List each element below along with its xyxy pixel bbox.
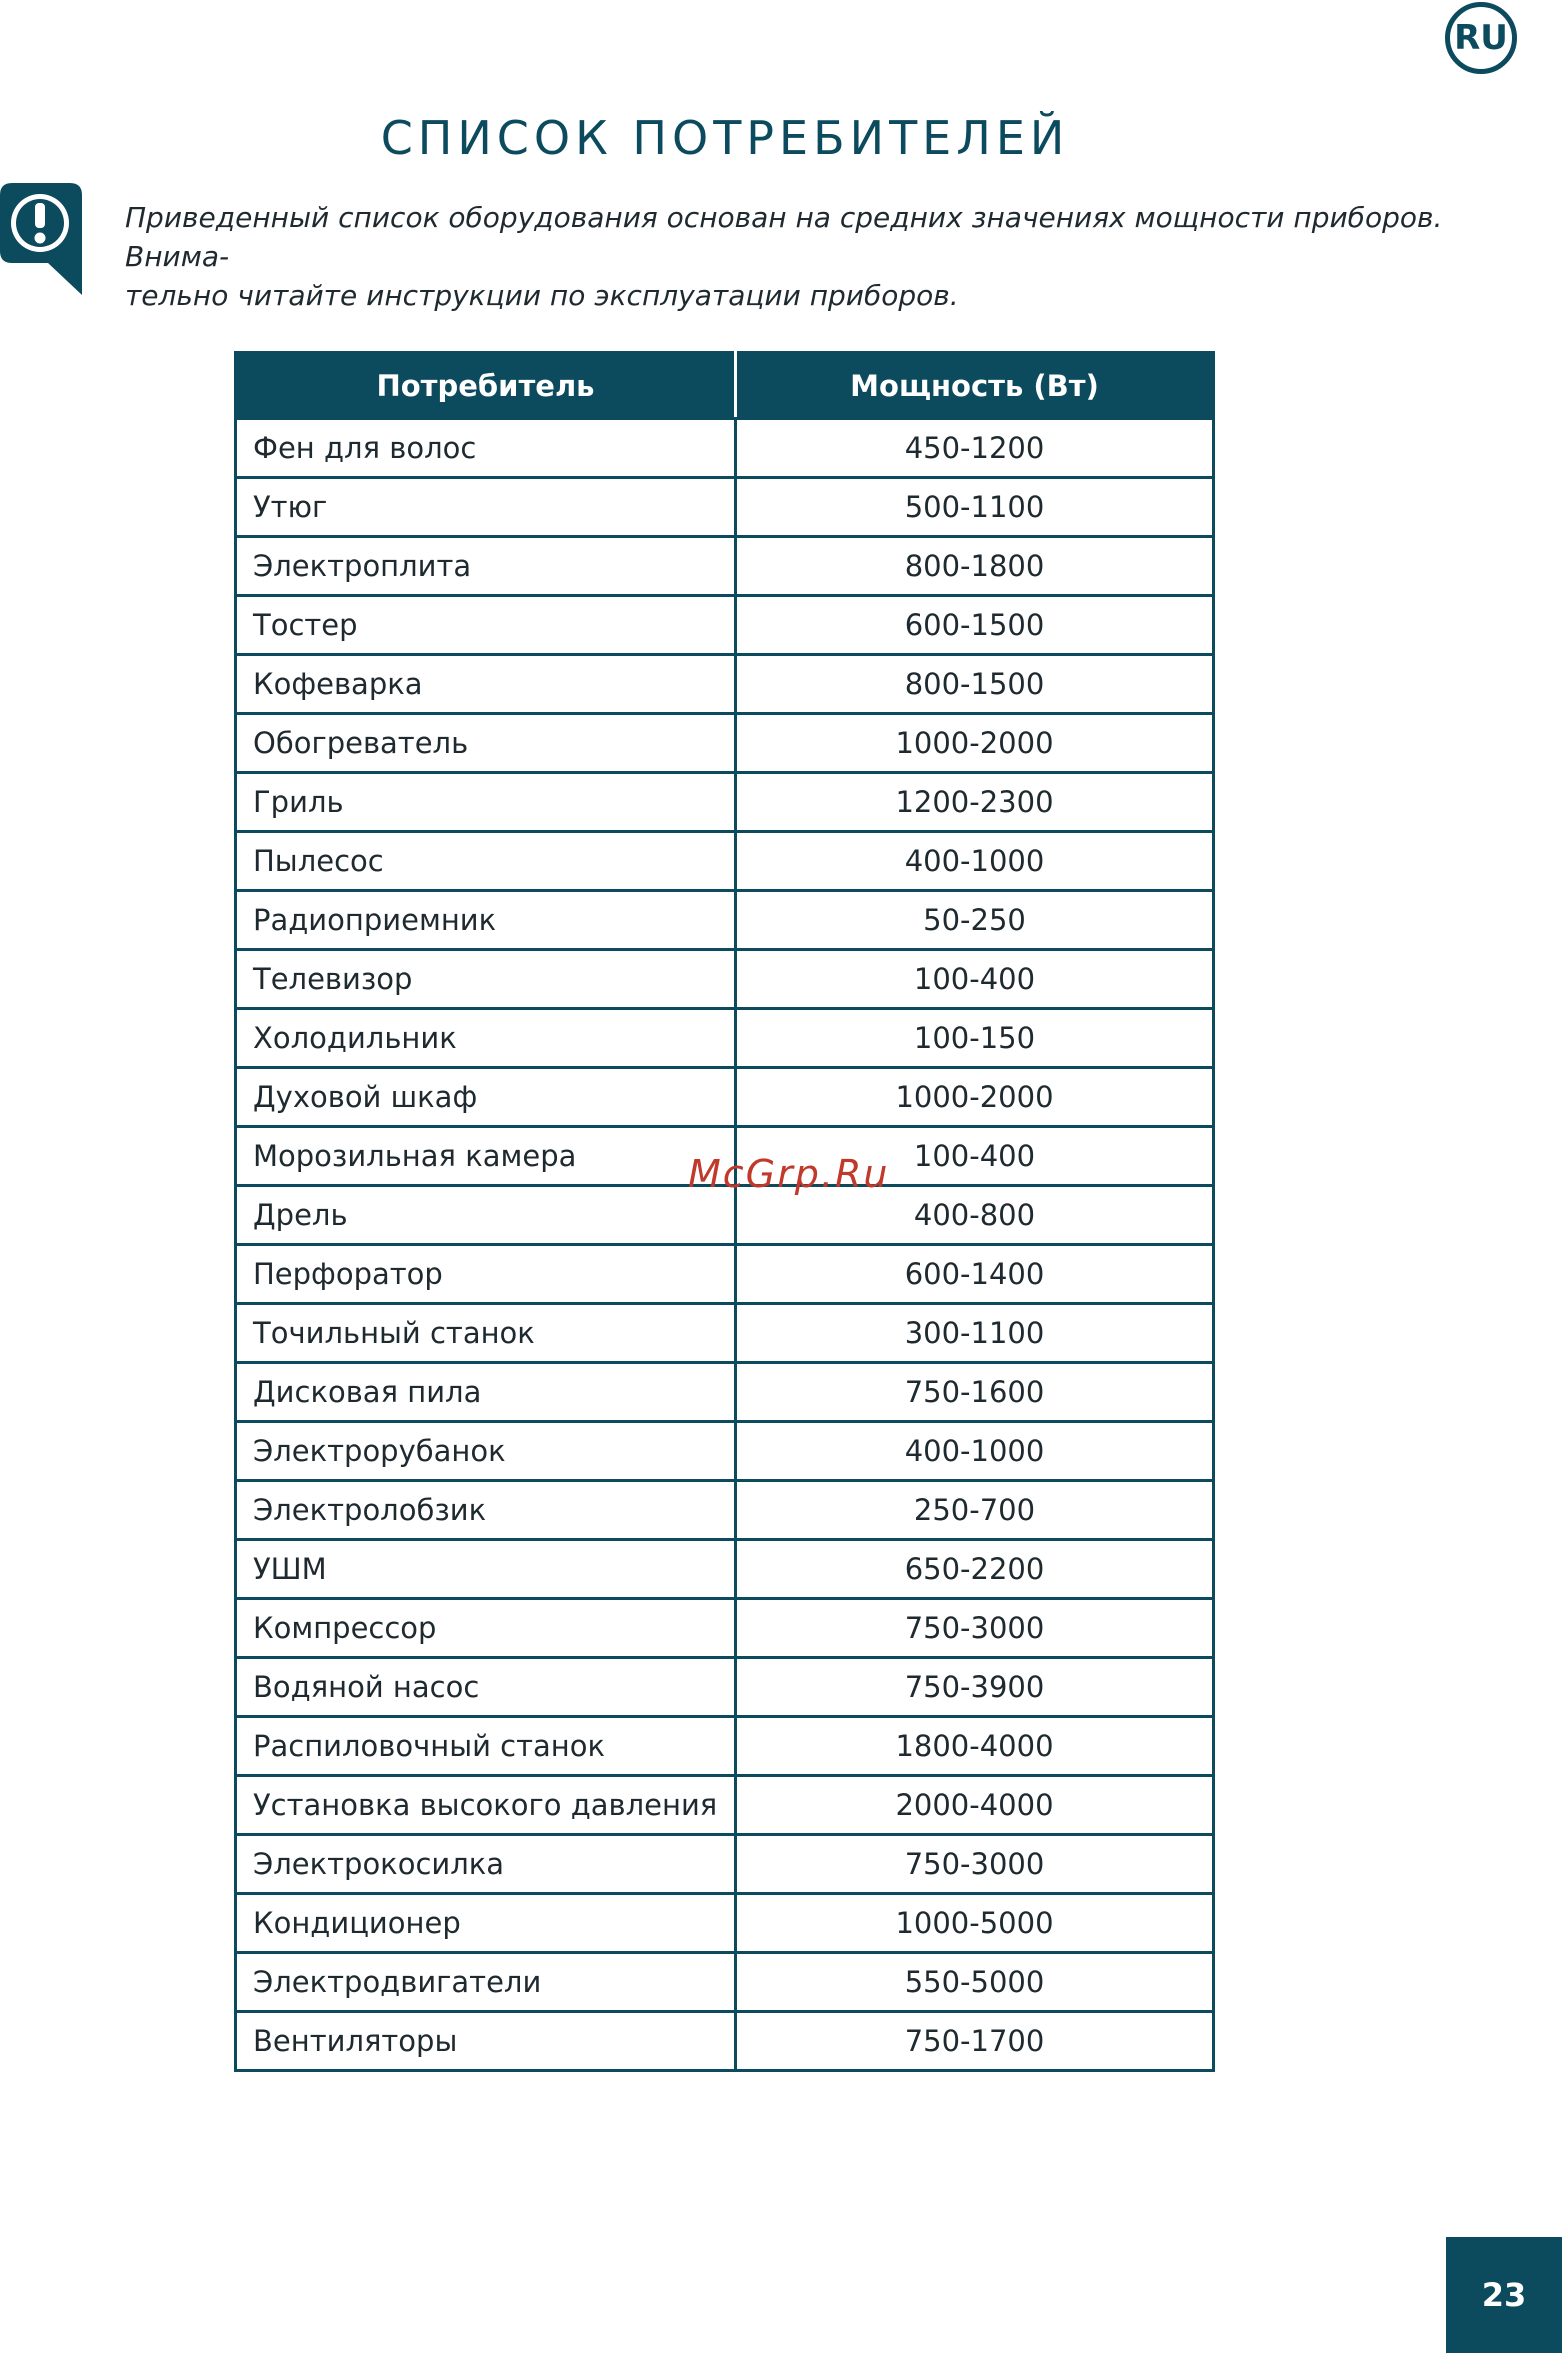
table-row bbox=[236, 419, 1214, 478]
table-row bbox=[236, 1422, 1214, 1481]
power-value-cell: 1000-2000 bbox=[736, 714, 1214, 773]
table-row bbox=[236, 832, 1214, 891]
table-body bbox=[236, 419, 1214, 2071]
table-row bbox=[236, 2012, 1214, 2071]
consumer-name-cell: Точильный станок bbox=[236, 1304, 736, 1363]
power-value-cell: 300-1100 bbox=[736, 1304, 1214, 1363]
consumer-name-cell: Гриль bbox=[236, 773, 736, 832]
power-value-cell: 250-700 bbox=[736, 1481, 1214, 1540]
consumer-name-cell: Электрокосилка bbox=[236, 1835, 736, 1894]
consumer-name-cell: Кондиционер bbox=[236, 1894, 736, 1953]
power-value-cell: 100-150 bbox=[736, 1009, 1214, 1068]
consumer-name-cell: Морозильная камера bbox=[236, 1127, 736, 1186]
power-value-cell: 750-3000 bbox=[736, 1599, 1214, 1658]
consumer-name-cell: Кофеварка bbox=[236, 655, 736, 714]
power-value-cell: 50-250 bbox=[736, 891, 1214, 950]
consumer-name-cell: Холодильник bbox=[236, 1009, 736, 1068]
consumer-name-cell: Электролобзик bbox=[236, 1481, 736, 1540]
note-text bbox=[125, 198, 1450, 315]
table-row bbox=[236, 1658, 1214, 1717]
table-row bbox=[236, 478, 1214, 537]
table-row bbox=[236, 891, 1214, 950]
note-line-1: Приведенный список оборудования основан на средних значениях мощности приборов. Внима- bbox=[125, 201, 1443, 273]
consumer-name-cell: Компрессор bbox=[236, 1599, 736, 1658]
consumer-name-cell: УШМ bbox=[236, 1540, 736, 1599]
table-row bbox=[236, 1953, 1214, 2012]
consumer-name-cell: Распиловочный станок bbox=[236, 1717, 736, 1776]
table-row bbox=[236, 1717, 1214, 1776]
power-value-cell: 800-1800 bbox=[736, 537, 1214, 596]
exclamation-icon bbox=[0, 183, 82, 295]
note-line-2: тельно читайте инструкции по эксплуатации приборов. bbox=[125, 279, 959, 312]
power-value-cell: 1000-5000 bbox=[736, 1894, 1214, 1953]
consumer-name-cell: Электродвигатели bbox=[236, 1953, 736, 2012]
power-value-cell: 1200-2300 bbox=[736, 773, 1214, 832]
consumer-name-cell: Обогреватель bbox=[236, 714, 736, 773]
consumer-name-cell: Электрорубанок bbox=[236, 1422, 736, 1481]
power-value-cell: 100-400 bbox=[736, 950, 1214, 1009]
power-value-cell: 750-1600 bbox=[736, 1363, 1214, 1422]
page-number: 23 bbox=[1446, 2237, 1562, 2353]
power-value-cell: 750-3000 bbox=[736, 1835, 1214, 1894]
consumer-name-cell: Водяной насос bbox=[236, 1658, 736, 1717]
table-row bbox=[236, 1363, 1214, 1422]
column-header-consumer: Потребитель bbox=[236, 353, 736, 419]
table-row bbox=[236, 1835, 1214, 1894]
watermark: McGrp.Ru bbox=[688, 1152, 890, 1196]
table-row bbox=[236, 714, 1214, 773]
power-value-cell: 400-800 bbox=[736, 1186, 1214, 1245]
table-row bbox=[236, 1540, 1214, 1599]
table-row bbox=[236, 1245, 1214, 1304]
power-value-cell: 600-1500 bbox=[736, 596, 1214, 655]
table-row bbox=[236, 950, 1214, 1009]
consumer-name-cell: Тостер bbox=[236, 596, 736, 655]
table-row bbox=[236, 1776, 1214, 1835]
power-value-cell: 450-1200 bbox=[736, 419, 1214, 478]
power-value-cell: 550-5000 bbox=[736, 1953, 1214, 2012]
power-value-cell: 400-1000 bbox=[736, 832, 1214, 891]
power-value-cell: 1000-2000 bbox=[736, 1068, 1214, 1127]
consumer-name-cell: Духовой шкаф bbox=[236, 1068, 736, 1127]
consumer-name-cell: Электроплита bbox=[236, 537, 736, 596]
consumer-name-cell: Пылесос bbox=[236, 832, 736, 891]
column-header-power: Мощность (Вт) bbox=[736, 353, 1214, 419]
table-row bbox=[236, 1481, 1214, 1540]
consumers-table bbox=[234, 351, 1215, 2072]
table-row bbox=[236, 1009, 1214, 1068]
table-row bbox=[236, 1894, 1214, 1953]
power-value-cell: 600-1400 bbox=[736, 1245, 1214, 1304]
power-value-cell: 500-1100 bbox=[736, 478, 1214, 537]
power-value-cell: 1800-4000 bbox=[736, 1717, 1214, 1776]
power-value-cell: 100-400 bbox=[736, 1127, 1214, 1186]
consumer-name-cell: Дрель bbox=[236, 1186, 736, 1245]
table-row bbox=[236, 537, 1214, 596]
table-row bbox=[236, 596, 1214, 655]
consumer-name-cell: Утюг bbox=[236, 478, 736, 537]
power-value-cell: 800-1500 bbox=[736, 655, 1214, 714]
consumer-name-cell: Перфоратор bbox=[236, 1245, 736, 1304]
consumer-name-cell: Дисковая пила bbox=[236, 1363, 736, 1422]
table-row bbox=[236, 1304, 1214, 1363]
power-value-cell: 750-3900 bbox=[736, 1658, 1214, 1717]
page-title: СПИСОК ПОТРЕБИТЕЛЕЙ bbox=[380, 110, 1070, 165]
table-row bbox=[236, 655, 1214, 714]
table-row bbox=[236, 1599, 1214, 1658]
power-value-cell: 750-1700 bbox=[736, 2012, 1214, 2071]
power-value-cell: 650-2200 bbox=[736, 1540, 1214, 1599]
power-value-cell: 400-1000 bbox=[736, 1422, 1214, 1481]
language-badge: RU bbox=[1445, 2, 1517, 74]
consumer-name-cell: Телевизор bbox=[236, 950, 736, 1009]
consumer-name-cell: Фен для волос bbox=[236, 419, 736, 478]
table-row bbox=[236, 1068, 1214, 1127]
consumer-name-cell: Радиоприемник bbox=[236, 891, 736, 950]
table-row bbox=[236, 773, 1214, 832]
consumer-name-cell: Вентиляторы bbox=[236, 2012, 736, 2071]
consumer-name-cell: Установка высокого давления bbox=[236, 1776, 736, 1835]
table-header-row bbox=[236, 353, 1214, 419]
power-value-cell: 2000-4000 bbox=[736, 1776, 1214, 1835]
